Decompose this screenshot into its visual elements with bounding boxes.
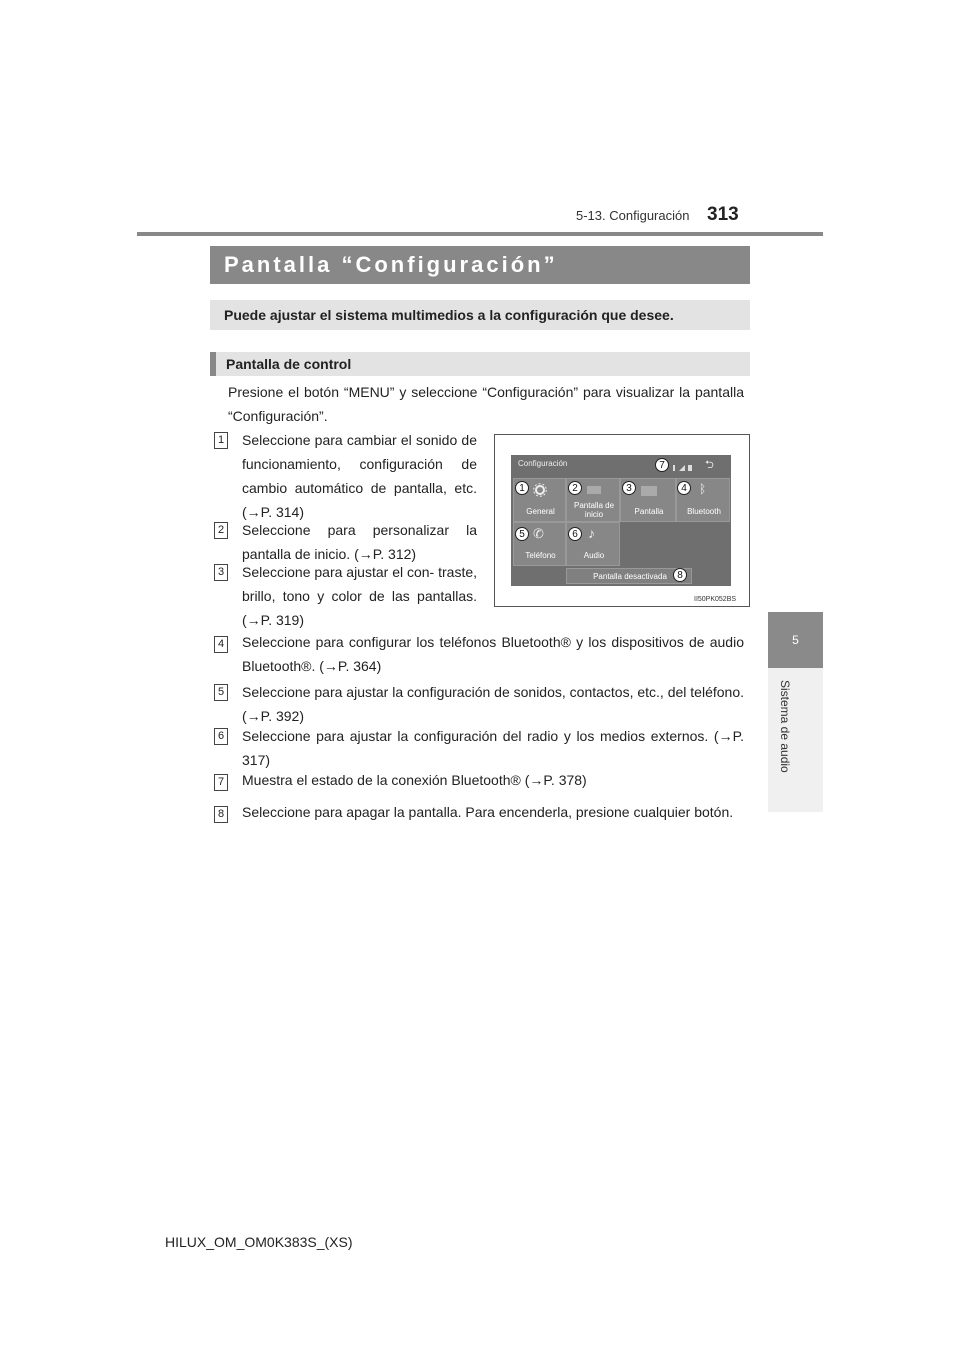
callout-6: 6 <box>568 527 582 541</box>
home-screen-icon <box>587 486 601 494</box>
section-title: 5-13. Configuración <box>576 208 690 223</box>
tile-label: Pantalla de inicio <box>573 501 615 519</box>
bluetooth-icon: ᛒ <box>699 482 707 496</box>
intro-text: Puede ajustar el sistema multimedios a la configuración que desee. <box>210 300 750 330</box>
item-number: 2 <box>214 522 228 539</box>
callout-7: 7 <box>655 458 669 472</box>
body-paragraph: Presione el botón “MENU” y seleccione “Configuración” para visualizar la pantalla “Configuración”. <box>228 384 744 424</box>
gear-icon <box>533 483 547 497</box>
subheading: Pantalla de control <box>210 352 750 376</box>
callout-8: 8 <box>673 568 687 582</box>
footer-code: HILUX_OM_OM0K383S_(XS) <box>165 1234 353 1250</box>
tile-label: Pantalla <box>634 507 664 516</box>
tile-label: Audio <box>583 551 605 560</box>
item-text: Seleccione para personalizar la pantalla de inicio. (→P. 312) <box>242 522 477 562</box>
tile-label: Teléfono <box>525 551 556 560</box>
item-number: 3 <box>214 564 228 581</box>
item-text: Seleccione para configurar los teléfonos Bluetooth® y los dispositivos de audio Bluetooth®. (→P. 364) <box>242 634 744 674</box>
signal-battery-icon <box>672 464 698 472</box>
item-number: 1 <box>214 432 228 449</box>
status-icons <box>672 459 698 467</box>
item-text: Seleccione para apagar la pantalla. Para encenderla, presione cualquier botón. <box>242 804 734 820</box>
chapter-tab-label: Sistema de audio <box>778 680 792 773</box>
item-text: Seleccione para cambiar el sonido de funcionamiento, configuración de cambio automático de pantalla, etc. (→P. 314) <box>242 432 477 520</box>
page-number: 313 <box>707 204 739 225</box>
screen-title: Configuración <box>518 459 568 468</box>
item-text: Muestra el estado de la conexión Bluetooth® (→P. 378) <box>242 772 587 788</box>
figure-code: II50PK052BS <box>694 596 737 603</box>
tile-label: Bluetooth <box>687 507 721 516</box>
callout-2: 2 <box>568 481 582 495</box>
tile-label: General <box>526 507 555 516</box>
item-number: 6 <box>214 728 228 745</box>
item-number: 4 <box>214 636 228 653</box>
item-number: 7 <box>214 774 228 791</box>
callout-5: 5 <box>515 527 529 541</box>
item-text: Seleccione para ajustar la configuración de sonidos, contactos, etc., del teléfono. (→P. 392) <box>242 684 744 724</box>
callout-4: 4 <box>677 481 691 495</box>
header-rule <box>137 232 823 236</box>
item-number: 5 <box>214 684 228 701</box>
item-text: Seleccione para ajustar el con- traste, brillo, tono y color de las pantallas. (→P. 319) <box>242 564 478 628</box>
item-number: 8 <box>214 806 228 823</box>
chapter-tab-number: 5 <box>768 612 823 668</box>
display-off-label: Pantalla desactivada <box>593 572 667 581</box>
item-text: Seleccione para ajustar la configuración del radio y los medios externos. (→P. 317) <box>242 728 744 768</box>
return-arrow-icon[interactable]: ⮌ <box>705 459 714 471</box>
display-icon <box>641 486 657 496</box>
page-title: Pantalla “Configuración” <box>210 246 750 284</box>
callout-1: 1 <box>515 481 529 495</box>
phone-icon: ✆ <box>533 526 544 541</box>
music-note-icon: ♪ <box>588 525 595 541</box>
callout-3: 3 <box>622 481 636 495</box>
